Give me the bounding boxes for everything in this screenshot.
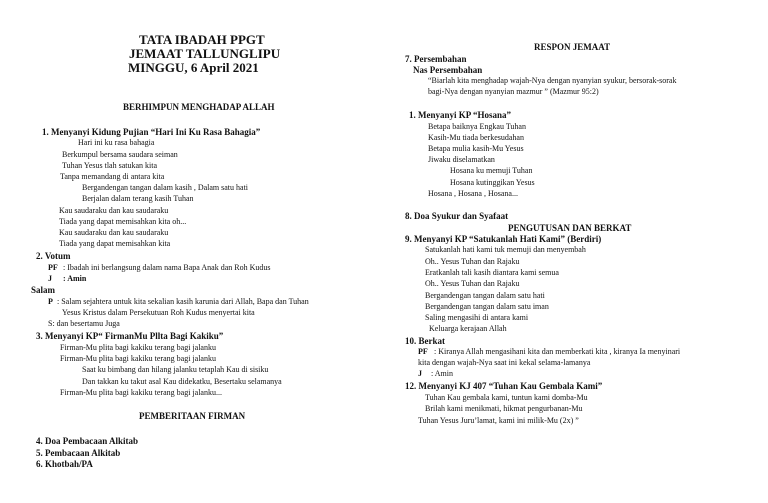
song-line: Firman-Mu plita bagi kakiku terang bagi jalanku...	[60, 388, 222, 397]
song-line: Firman-Mu plita bagi kakiku terang bagi jalanku	[60, 343, 216, 352]
song-line: Bergandengan tangan dalam kasih , Dalam satu hati	[82, 183, 249, 192]
song-line: Bergandengan tangan dalam satu iman	[425, 302, 549, 311]
section-heading-pemberitaan: PEMBERITAAN FIRMAN	[139, 411, 246, 421]
song-line: Hari ini ku rasa bahagia	[78, 138, 155, 147]
pf-label: PF	[418, 347, 428, 356]
song-line: Tanpa memandang di antara kita	[60, 172, 165, 181]
song-line: Berjalan dalam terang kasih Tuhan	[82, 194, 194, 203]
berkat-pf-text: : Kiranya Allah mengasihani kita dan memberkati kita , kiranya Ia menyinari	[434, 347, 681, 356]
section-heading-respon: RESPON JEMAAT	[534, 42, 611, 52]
salam-p-text: : Salam sejahtera untuk kita sekalian kasih karunia dari Allah, Bapa dan Tuhan	[57, 297, 309, 306]
song-line: Oh.. Yesus Tuhan dan Rajaku	[425, 279, 520, 288]
item12-heading: 12. Menyanyi KJ 407 “Tuhan Kau Gembala Kami”	[405, 381, 603, 391]
item7-heading: 7. Persembahan	[405, 54, 467, 64]
hosana-heading: 1. Menyanyi KP “Hosana”	[409, 110, 512, 120]
song-line: Eratkanlah tali kasih diantara kami semua	[425, 268, 559, 277]
item3-heading: 3. Menyanyi KP“ FirmanMu Pllta Bagi Kakiku”	[36, 331, 224, 341]
nas-quote-line1: “Biarlah kita menghadap wajah-Nya dengan nyanyian syukur, bersorak-sorak	[428, 76, 677, 85]
berkat-pf-text-cont: kita dengan wajah-Nya saat ini kekal selama-lamanya	[418, 358, 591, 367]
section-heading-pengutusan: PENGUTUSAN DAN BERKAT	[508, 223, 632, 233]
item10-heading: 10. Berkat	[405, 336, 445, 346]
song-line: Firman-Mu plita bagi kakiku terang bagi jalanku	[60, 354, 216, 363]
song-line: Saat ku bimbang dan hilang jalanku tetaplah Kau di sisiku	[82, 365, 269, 374]
section-heading-berhimpun: BERHIMPUN MENGHADAP ALLAH	[123, 102, 275, 112]
doc-title-line2: JEMAAT TALLUNGLIPU	[129, 46, 281, 61]
item8-heading: 8. Doa Syukur dan Syafaat	[405, 211, 509, 221]
salam-s-text: S: dan besertamu Juga	[48, 319, 120, 328]
j-label: J	[418, 369, 422, 378]
p-label: P	[48, 297, 53, 306]
song-line: Tiada yang dapat memisahkan kita oh...	[59, 217, 187, 226]
song-line: Tuhan Kau gembala kami, tuntun kami domba-Mu	[425, 393, 588, 402]
song-line: Brilah kami menikmati, hikmat pengurbanan-Mu	[425, 404, 583, 413]
song-line: Tuhan Yesus tlah satukan kita	[62, 161, 158, 170]
song-line: Oh.. Yesus Tuhan dan Rajaku	[425, 257, 520, 266]
song-line: Saling mengasihi di antara kami	[425, 313, 529, 322]
doc-title-line1: TATA IBADAH PPGT	[139, 32, 265, 47]
item6-heading: 6. Khotbah/PA	[36, 459, 93, 469]
item2-heading: 2. Votum	[36, 251, 71, 261]
song-line: Satukanlah hati kami tuk memuji dan menyembah	[425, 245, 586, 254]
song-line: Kau saudaraku dan kau saudaraku	[59, 206, 169, 215]
votum-pf-text: : Ibadah ini berlangsung dalam nama Bapa Anak dan Roh Kudus	[63, 263, 271, 272]
nas-heading: Nas Persembahan	[413, 65, 483, 75]
song-line: Berkumpul bersama saudara seiman	[62, 150, 178, 159]
song-line: Dan takkan ku takut asal Kau didekatku, Besertaku selamanya	[82, 377, 282, 386]
item1-heading: 1. Menyanyi Kidung Pujian “Hari Ini Ku Rasa Bahagia”	[42, 127, 261, 137]
song-line: Kau saudaraku dan kau saudaraku	[59, 228, 169, 237]
song-line: Jiwaku diselamatkan	[428, 155, 495, 164]
song-line: Hosana ku memuji Tuhan	[450, 166, 533, 175]
salam-p-text-cont: Yesus Kristus dalam Persekutuan Roh Kudus menyertai kita	[62, 308, 255, 317]
j-label: J	[48, 274, 52, 283]
song-line: Kasih-Mu tiada berkesudahan	[428, 133, 524, 142]
nas-quote-line2: bagi-Nya dengan nyanyian mazmur ” (Mazmur 95:2)	[428, 87, 599, 96]
pf-label: PF	[48, 263, 58, 272]
doc-title-line3: MINGGU, 6 April 2021	[128, 60, 259, 75]
song-line: Tuhan Yesus Juru’lamat, kami ini milik-Mu (2x) ”	[418, 416, 579, 425]
song-line: Hosana , Hosana , Hosana...	[428, 189, 518, 198]
item9-heading: 9. Menyanyi KP “Satukanlah Hati Kami” (Berdiri)	[405, 234, 602, 244]
berkat-j-text: : Amin	[431, 369, 454, 378]
song-line: Tiada yang dapat memisahkan kita	[59, 239, 171, 248]
item4-heading: 4. Doa Pembacaan Alkitab	[36, 436, 139, 446]
song-line: Hosana kutinggikan Yesus	[450, 178, 535, 187]
song-line: Bergandengan tangan dalam satu hati	[425, 291, 545, 300]
votum-j-text: : Amin	[63, 274, 87, 283]
song-line: Keluarga kerajaan Allah	[429, 324, 507, 333]
salam-heading: Salam	[31, 285, 56, 295]
item5-heading: 5. Pembacaan Alkitab	[36, 448, 121, 458]
song-line: Betapa mulia kasih-Mu Yesus	[428, 144, 524, 153]
song-line: Betapa baiknya Engkau Tuhan	[428, 122, 526, 131]
